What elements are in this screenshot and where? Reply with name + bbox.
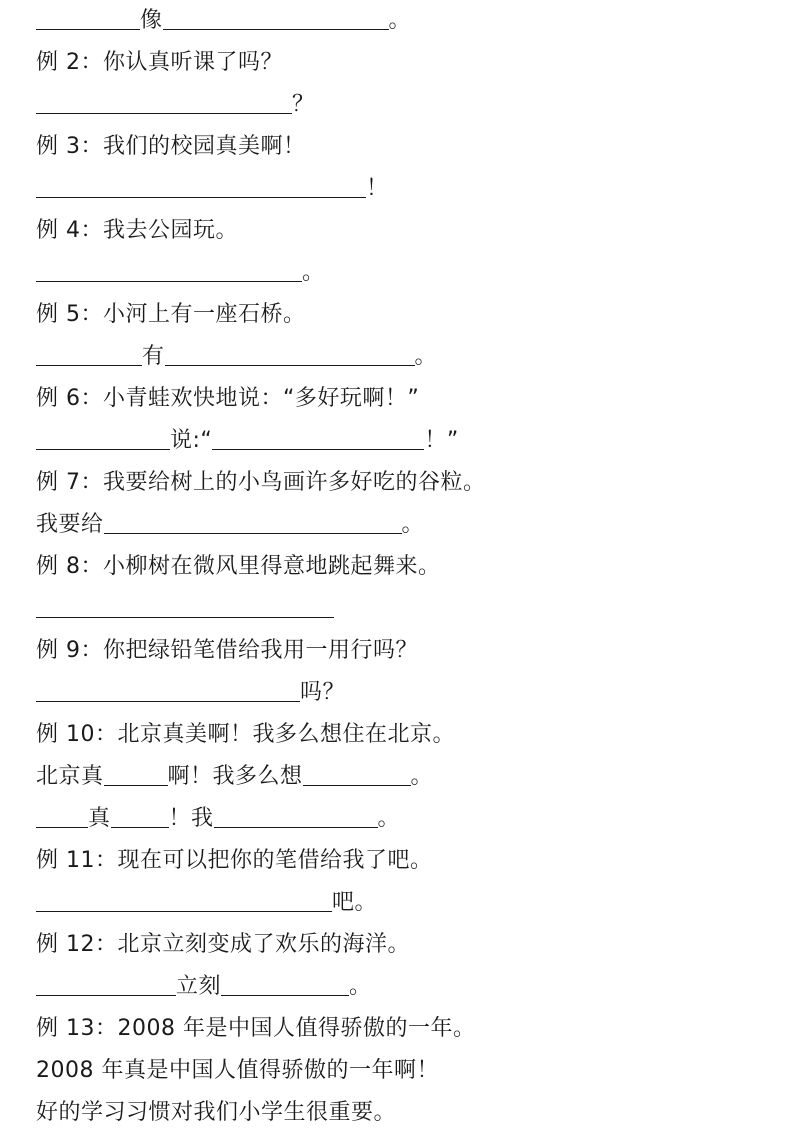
worksheet-line xyxy=(36,594,334,624)
line-text: 。 xyxy=(388,8,412,33)
worksheet-line xyxy=(36,468,486,498)
worksheet-line xyxy=(36,1098,396,1128)
line-text: 立刻 xyxy=(176,974,222,999)
answer-blank[interactable] xyxy=(303,763,411,786)
worksheet-line xyxy=(36,258,325,288)
line-text: 。 xyxy=(349,974,372,999)
line-text: 例 13：2008 年是中国人值得骄傲的一年。 xyxy=(36,1016,476,1041)
line-text: ！ xyxy=(366,176,389,201)
line-text: ？ xyxy=(292,92,315,117)
line-text: 说:“ xyxy=(170,428,213,453)
worksheet-line xyxy=(36,426,459,456)
answer-blank[interactable] xyxy=(36,91,292,114)
line-text: 像 xyxy=(140,8,163,33)
answer-blank[interactable] xyxy=(104,763,168,786)
line-text: 我要给 xyxy=(36,512,104,537)
worksheet-line xyxy=(36,48,283,78)
line-text: 例 3：我们的校园真美啊！ xyxy=(36,134,306,159)
line-text: 例 12：北京立刻变成了欢乐的海洋。 xyxy=(36,932,410,957)
worksheet-line xyxy=(36,720,455,750)
worksheet-line xyxy=(36,1056,439,1086)
worksheet-line xyxy=(36,510,424,540)
line-text: 真 xyxy=(88,806,111,831)
line-text: 2008 年真是中国人值得骄傲的一年啊！ xyxy=(36,1058,439,1083)
answer-blank[interactable] xyxy=(36,889,332,912)
worksheet-line xyxy=(36,1014,475,1044)
worksheet-line xyxy=(36,384,419,414)
worksheet-line xyxy=(36,6,411,36)
worksheet-line xyxy=(36,90,315,120)
line-text: ！我 xyxy=(168,806,214,831)
worksheet-line xyxy=(36,174,389,204)
answer-blank[interactable] xyxy=(36,973,176,996)
answer-blank[interactable] xyxy=(111,805,169,828)
worksheet-line xyxy=(36,762,433,792)
answer-blank[interactable] xyxy=(36,679,300,702)
answer-blank[interactable] xyxy=(36,7,140,30)
worksheet-line xyxy=(36,132,306,162)
worksheet-line xyxy=(36,552,441,582)
answer-blank[interactable] xyxy=(36,259,302,282)
worksheet-line xyxy=(36,300,306,330)
line-text: 例 6：小青蛙欢快地说：“多好玩啊！” xyxy=(36,386,420,411)
worksheet-line xyxy=(36,846,433,876)
line-text: 好的学习习惯对我们小学生很重要。 xyxy=(36,1100,397,1125)
line-text: 吧。 xyxy=(332,890,378,915)
line-text: 例 5：小河上有一座石桥。 xyxy=(36,302,306,327)
line-text: ！” xyxy=(424,428,459,453)
line-text: 例 11：现在可以把你的笔借给我了吧。 xyxy=(36,848,433,873)
line-text: 例 4：我去公园玩。 xyxy=(36,218,238,243)
line-text: 例 8：小柳树在微风里得意地跳起舞来。 xyxy=(36,554,441,579)
answer-blank[interactable] xyxy=(163,7,389,30)
answer-blank[interactable] xyxy=(214,805,378,828)
line-text: 例 9：你把绿铅笔借给我用一用行吗？ xyxy=(36,638,418,663)
worksheet-line xyxy=(36,636,418,666)
answer-blank[interactable] xyxy=(36,427,170,450)
line-text: 有 xyxy=(142,344,165,369)
line-text: 例 2：你认真听课了吗？ xyxy=(36,50,283,75)
worksheet-line xyxy=(36,888,377,918)
worksheet-line xyxy=(36,342,437,372)
answer-blank[interactable] xyxy=(212,427,424,450)
line-text: 例 10：北京真美啊！我多么想住在北京。 xyxy=(36,722,455,747)
answer-blank[interactable] xyxy=(36,805,88,828)
worksheet-line xyxy=(36,678,345,708)
line-text: 。 xyxy=(401,512,425,537)
line-text: 北京真 xyxy=(36,764,104,789)
line-text: 。 xyxy=(377,806,401,831)
line-text: 例 7：我要给树上的小鸟画许多好吃的谷粒。 xyxy=(36,470,486,495)
answer-blank[interactable] xyxy=(36,343,142,366)
worksheet-line xyxy=(36,930,410,960)
answer-blank[interactable] xyxy=(36,175,366,198)
answer-blank[interactable] xyxy=(36,595,334,618)
line-text: 。 xyxy=(414,344,438,369)
line-text: 。 xyxy=(410,764,434,789)
line-text: 吗？ xyxy=(300,680,346,705)
worksheet-line xyxy=(36,804,400,834)
answer-blank[interactable] xyxy=(165,343,415,366)
worksheet-line xyxy=(36,216,238,246)
answer-blank[interactable] xyxy=(221,973,349,996)
worksheet-line xyxy=(36,972,372,1002)
line-text: 。 xyxy=(302,260,325,285)
answer-blank[interactable] xyxy=(104,511,402,534)
line-text: 啊！我多么想 xyxy=(167,764,303,789)
